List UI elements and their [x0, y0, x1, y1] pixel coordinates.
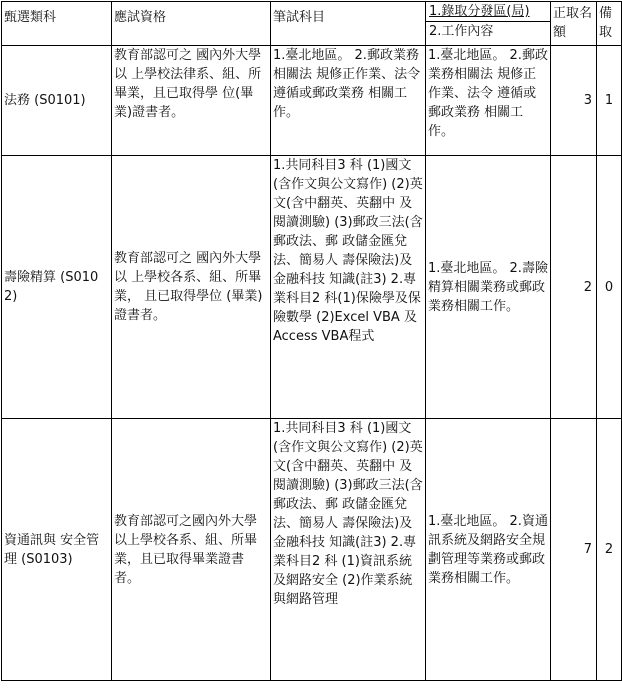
row-qualification: 教育部認可之 國內外大學以 上學校法律系、組、所畢業，且已取得學 位(畢業)證書者。: [112, 46, 271, 156]
row-remarks: 1: [597, 46, 622, 156]
row-category: 資通訊與 安全管理 (S0103): [2, 419, 112, 681]
row-remarks: 2: [597, 419, 622, 681]
row-quota: 2: [551, 156, 597, 419]
header-remarks: 備取: [597, 2, 622, 46]
header-assignment-line1: 1.錄取分發區(局): [429, 4, 530, 19]
header-quota: 正取名額: [551, 2, 597, 46]
table-row: [2, 46, 622, 156]
row-remarks: 0: [597, 156, 622, 419]
header-category: 甄選類科: [2, 2, 112, 46]
row-quota: 7: [551, 419, 597, 681]
header-assignment: [426, 2, 551, 46]
table-row: [2, 419, 622, 681]
table-header-row: [2, 2, 622, 46]
row-subjects: 1.臺北地區。 2.郵政業務相關法 規修正作業、法令 遵循或郵政業務 相關工作。: [271, 46, 426, 156]
row-subjects: 1.共同科目3 科 (1)國文(含作文與公文寫作) (2)英文(含中翻英、英翻中 及閱讀測驗) (3)郵政三法(含郵政法、郵 政儲金匯兌法、簡易人 壽保險法)及金融科技 知識(註3) 2.專業科目2 科(1)保險學及保險數學 (2)Excel VBA 及 Access VBA程式: [271, 156, 426, 419]
recruitment-table: [1, 1, 622, 681]
header-subjects: 筆試科目: [271, 2, 426, 46]
row-subjects: 1.共同科目3 科 (1)國文(含作文與公文寫作) (2)英文(含中翻英、英翻中 及閱讀測驗) (3)郵政三法(含郵政法、郵 政儲金匯兌法、簡易人 壽保險法)及金融科技 知識(註3) 2.專業科目2 科 (1)資訊系統及網路安全 (2)作業系統與網路管理: [271, 419, 426, 681]
row-assignment: 1.臺北地區。 2.壽險精算相關業務或郵政業務相關工作。: [426, 156, 551, 419]
row-assignment: 1.臺北地區。 2.郵政業務相關法 規修正作業、法令 遵循或郵政業務 相關工作。: [426, 46, 551, 156]
table-row: [2, 156, 622, 419]
header-assignment-line2: 2.工作內容: [429, 24, 494, 39]
row-qualification: 教育部認可之國內外大學以上學校各系、組、所畢業，且已取得畢業證書者。: [112, 419, 271, 681]
row-category: 法務 (S0101): [2, 46, 112, 156]
row-assignment: 1.臺北地區。 2.資通訊系統及網路安全規劃管理等業務或郵政業務相關工作。: [426, 419, 551, 681]
header-qualification: 應試資格: [112, 2, 271, 46]
row-quota: 3: [551, 46, 597, 156]
row-category: 壽險精算 (S0102): [2, 156, 112, 419]
row-qualification: 教育部認可之 國內外大學以 上學校各系、組、所畢業， 且已取得學位 (畢業)證書者。: [112, 156, 271, 419]
